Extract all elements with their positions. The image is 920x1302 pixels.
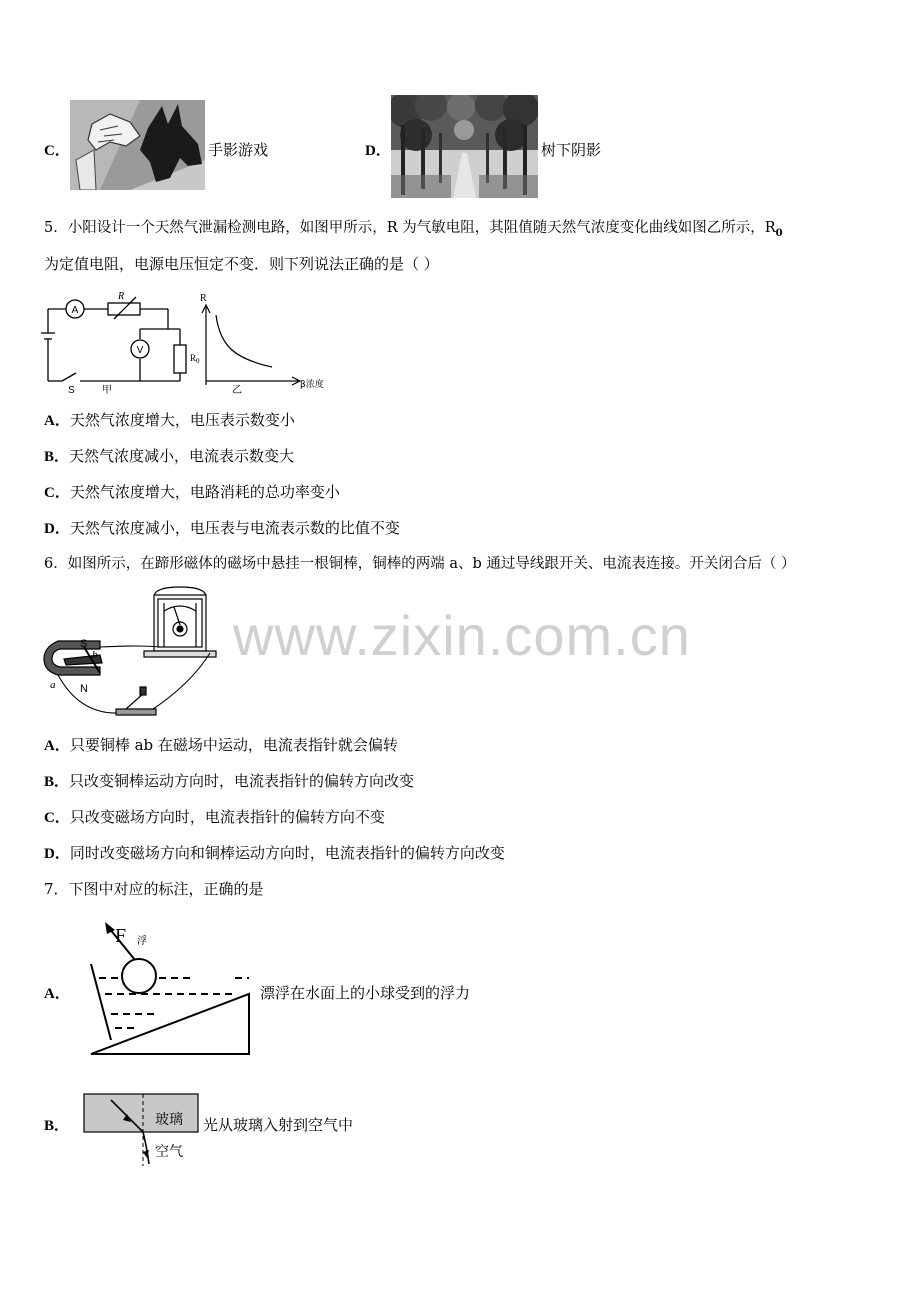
q5-option-d: D．天然气浓度减小，电压表与电流表示数的比值不变 <box>44 519 400 537</box>
q4-option-c-text: 手影游戏 <box>208 141 269 159</box>
q7-option-b-letter: B． <box>44 1118 70 1134</box>
watermark: www.zixin.com.cn <box>233 604 691 667</box>
r0-label: $R_0$ <box>190 353 200 365</box>
q4-option-d-text: 树下阴影 <box>541 141 602 159</box>
q7a-figure-svg <box>85 918 255 1058</box>
graph-y-label: R <box>200 293 207 304</box>
q4-option-c-letter: C． <box>44 143 70 159</box>
q7-option-b-text: 光从玻璃入射到空气中 <box>203 1116 354 1134</box>
force-f-label: F <box>115 925 127 947</box>
q4-option-d-letter: D． <box>365 143 391 159</box>
q6-figure-svg <box>40 585 240 720</box>
q5-option-b: B．天然气浓度减小，电流表示数变大 <box>44 447 295 465</box>
jia-label: 甲 <box>102 385 112 395</box>
voltmeter-symbol: V <box>136 345 144 356</box>
q7-stem: 7．下图中对应的标注，正确的是 <box>44 880 264 898</box>
q7-option-a-text: 漂浮在水面上的小球受到的浮力 <box>260 984 471 1002</box>
bar-end-a-label: a <box>50 679 56 691</box>
resistor-r-label: R <box>118 291 125 302</box>
tree-shadow-photo <box>391 95 538 198</box>
switch-s-label: S <box>68 385 75 395</box>
q5-stem-line1: 5．小阳设计一个天然气泄漏检测电路，如图甲所示，R 为气敏电阻，其阻值随天然气浓度变化曲线如图乙所示，$R_0$ <box>44 220 783 239</box>
ammeter-symbol: A <box>71 305 79 316</box>
q5-stem-line2: 为定值电阻，电源电压恒定不变．则下列说法正确的是（ ） <box>44 255 439 273</box>
force-sub-label: 浮 <box>137 936 147 947</box>
q6-stem: 6．如图所示，在蹄形磁体的磁场中悬挂一根铜棒，铜棒的两端 a、b 通过导线跟开关、电流表连接。开关闭合后（ ） <box>44 556 796 572</box>
yi-label: 乙 <box>232 385 242 395</box>
q7b-figure-svg <box>83 1092 201 1166</box>
q5-figure-svg <box>40 285 340 395</box>
floating-ball-figure <box>85 918 255 1058</box>
q6-option-b: B．只改变铜棒运动方向时，电流表指针的偏转方向改变 <box>44 772 415 790</box>
air-label: 空气 <box>155 1144 183 1160</box>
q7-option-a-letter: A． <box>44 986 70 1002</box>
q5-option-c: C．天然气浓度增大，电路消耗的总功率变小 <box>44 483 340 501</box>
q6-magnet-galvanometer-figure <box>40 585 240 720</box>
glass-label: 玻璃 <box>155 1112 183 1128</box>
light-refraction-figure <box>83 1092 201 1166</box>
magnet-n-label: N <box>80 683 88 695</box>
hand-shadow-image <box>70 100 205 190</box>
q5-option-a: A．天然气浓度增大，电压表示数变小 <box>44 411 295 429</box>
magnet-s-label: S <box>80 638 88 650</box>
q5-circuit-and-graph-figure <box>40 285 340 395</box>
q6-option-a: A．只要铜棒 ab 在磁场中运动，电流表指针就会偏转 <box>44 736 398 754</box>
q6-option-d: D．同时改变磁场方向和铜棒运动方向时，电流表指针的偏转方向改变 <box>44 844 505 862</box>
graph-x-label: β浓度 <box>300 380 324 390</box>
bar-end-b-label: b <box>92 649 98 661</box>
q6-option-c: C．只改变磁场方向时，电流表指针的偏转方向不变 <box>44 808 385 826</box>
